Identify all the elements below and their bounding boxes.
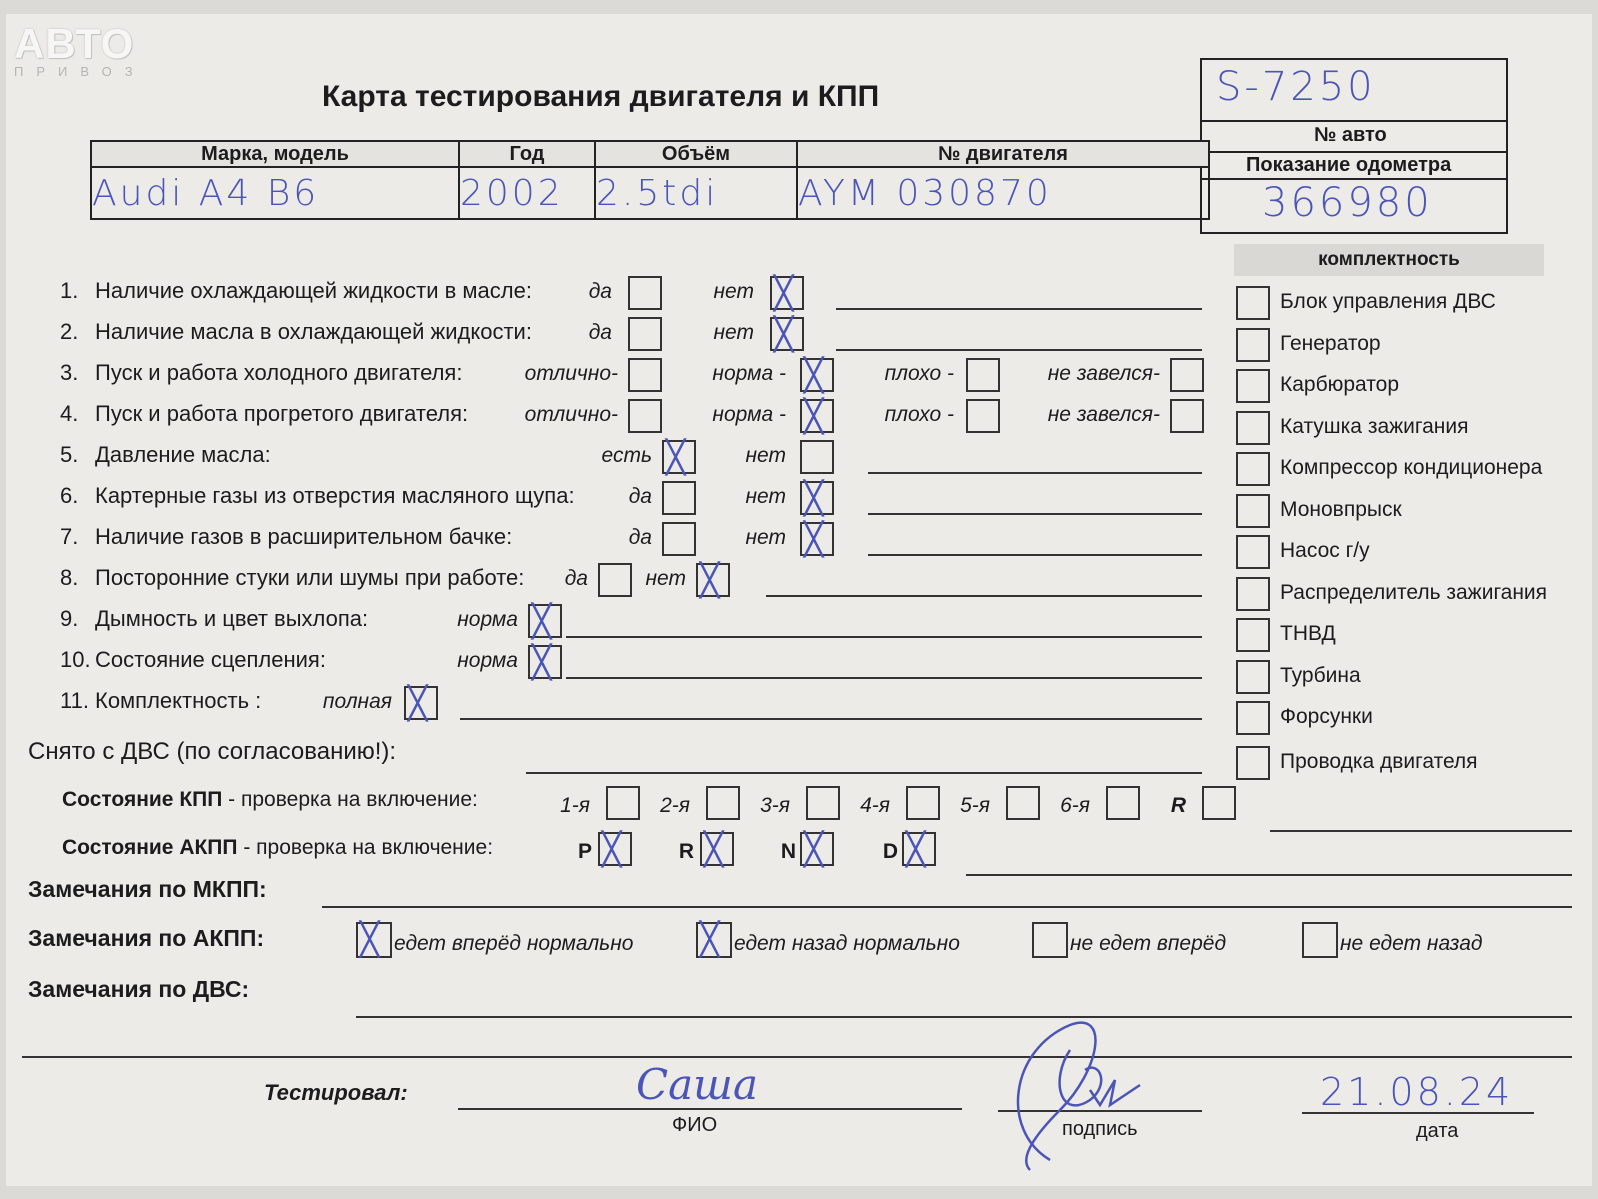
question-option-checkbox[interactable] [628,358,662,392]
question-option-label: плохо - [884,403,954,426]
date-value: 21.08.24 [1320,1070,1514,1114]
logo-brand: АВТО [14,20,135,67]
question-number: 8. [60,565,79,590]
kpp-gear-label: 6-я [1060,794,1090,817]
kpp-gear-checkbox[interactable] [1202,786,1236,820]
akpp-mode-label: N [780,840,796,863]
question-option-checkbox[interactable] [966,358,1000,392]
akpp-mode-label: R [678,840,694,863]
remarks-akpp-label: Замечания по АКПП: [28,925,265,951]
question-text: Пуск и работа холодного двигателя: [95,360,463,385]
komplekt-item-label: Катушка зажигания [1280,414,1469,438]
question-text: Посторонние стуки или шумы при работе: [95,565,525,590]
kpp-label: Состояние КПП - проверка на включение: [62,788,478,811]
col-volume: Объём [595,141,797,167]
tested-label: Тестировал: [264,1080,408,1105]
question-number: 6. [60,483,79,508]
kpp-gear-label: 3-я [760,794,790,817]
question-option-checkbox[interactable] [598,563,632,597]
akpp-line [966,874,1572,876]
komplekt-checkbox[interactable] [1236,746,1270,780]
question-number: 10. [60,647,91,672]
question-option-checkbox[interactable] [770,276,804,310]
question-number: 9. [60,606,79,631]
question-option-checkbox[interactable] [800,358,834,392]
question-text: Наличие газов в расширительном бачке: [95,524,513,549]
akpp-remark-label: не едет назад [1340,932,1483,955]
odometer-value: 366980 [1262,180,1433,226]
remarks-dvs-line [356,1016,1572,1018]
komplekt-checkbox[interactable] [1236,369,1270,403]
question-comment-line [868,554,1202,556]
question-option-label: нет [713,280,754,303]
komplekt-checkbox[interactable] [1236,701,1270,735]
komplekt-checkbox[interactable] [1236,577,1270,611]
question-number: 7. [60,524,79,549]
question-comment-line [766,595,1202,597]
question-option-checkbox-mark-icon: ╳ [774,315,794,353]
komplekt-item-label: Компрессор кондиционера [1280,456,1543,479]
question-option-checkbox[interactable] [800,440,834,474]
question-comment-line [566,677,1202,679]
komplekt-checkbox[interactable] [1236,660,1270,694]
question-text: Наличие масла в охлаждающей жидкости: [95,319,532,344]
question-option-label: не завелся- [1047,403,1160,426]
akpp-remark-label: едет назад нормально [734,932,960,955]
fio-value: Саша [636,1060,759,1109]
fio-label: ФИО [672,1114,718,1136]
kpp-gear-label: 1-я [560,794,590,817]
odometer-label: Показание одометра [1246,154,1452,176]
question-option-checkbox[interactable] [1170,399,1204,433]
removed-label: Снято с ДВС (по согласованию!): [28,738,397,765]
col-year: Год [459,141,595,167]
question-comment-line [460,718,1202,720]
question-option-label: есть [601,444,652,467]
kpp-gear-label: 4-я [860,794,890,817]
komplekt-item-label: Генератор [1280,331,1381,355]
question-option-label: норма [457,649,518,672]
question-option-checkbox[interactable] [800,481,834,515]
question-number: 4. [60,401,79,426]
question-option-checkbox[interactable] [966,399,1000,433]
komplekt-item-label: Проводка двигателя [1280,749,1478,773]
akpp-mode-checkbox[interactable] [700,832,734,866]
remarks-mkpp-line [322,906,1572,908]
question-option-checkbox[interactable] [696,563,730,597]
komplekt-checkbox[interactable] [1236,411,1270,445]
auto-number-value: S-7250 [1216,64,1376,110]
year-value: 2002 [460,172,564,214]
question-option-label: полная [322,690,392,713]
question-option-checkbox-mark-icon: ╳ [532,643,552,681]
question-option-label: норма - [712,403,786,426]
question-option-checkbox[interactable] [662,522,696,556]
akpp-remark-label: не едет вперёд [1070,932,1227,955]
akpp-mode-checkbox[interactable] [800,832,834,866]
komplekt-item-label: Распределитель зажигания [1280,580,1548,604]
question-option-checkbox[interactable] [770,317,804,351]
question-option-checkbox[interactable] [528,645,562,679]
komplekt-checkbox[interactable] [1236,618,1270,652]
question-option-checkbox-mark-icon: ╳ [804,356,824,394]
akpp-mode-label: P [577,840,592,863]
komplekt-checkbox[interactable] [1236,494,1270,528]
question-option-checkbox-mark-icon: ╳ [666,438,686,476]
question-option-checkbox-mark-icon: ╳ [804,520,824,558]
question-comment-line [868,513,1202,515]
question-number: 2. [60,319,79,344]
question-option-checkbox[interactable] [800,399,834,433]
question-option-label: отлично- [524,362,618,385]
komplekt-item-label: Насос г/у [1280,539,1370,562]
engine-number-value: AYM 030870 [798,172,1052,214]
avto-privoz-logo [14,20,152,84]
remarks-mkpp-label: Замечания по МКПП: [28,876,267,902]
kpp-gear-label: 2-я [660,794,690,817]
question-text: Комплектность : [95,688,262,713]
question-number: 5. [60,442,79,467]
question-option-checkbox[interactable] [662,481,696,515]
card-title: Карта тестирования двигателя и КПП [322,80,880,113]
question-option-label: да [628,526,652,549]
question-option-checkbox-mark-icon: ╳ [804,397,824,435]
akpp-remark-label: едет вперёд нормально [394,932,634,955]
kpp-gear-checkbox[interactable] [906,786,940,820]
question-option-checkbox-mark-icon: ╳ [774,274,794,312]
kpp-gear-checkbox[interactable] [606,786,640,820]
question-option-checkbox-mark-icon: ╳ [804,479,824,517]
question-number: 11. [60,688,89,713]
auto-number-label: № авто [1314,124,1387,146]
question-text: Пуск и работа прогретого двигателя: [95,401,469,426]
akpp-mode-checkbox-mark-icon: ╳ [804,830,824,868]
kpp-line [1270,830,1572,832]
question-option-checkbox[interactable] [1170,358,1204,392]
question-option-label: не завелся- [1047,362,1160,385]
question-option-label: норма - [712,362,786,385]
question-option-label: нет [645,567,686,590]
question-option-checkbox-mark-icon: ╳ [700,561,720,599]
akpp-label: Состояние АКПП - проверка на включение: [62,836,494,859]
date-label: дата [1416,1120,1459,1142]
question-option-label: нет [713,321,754,344]
question-option-checkbox-mark-icon: ╳ [408,684,428,722]
komplekt-checkbox[interactable] [1236,535,1270,569]
question-option-label: нет [745,485,786,508]
question-option-checkbox[interactable] [628,317,662,351]
akpp-mode-checkbox-mark-icon: ╳ [704,830,724,868]
question-text: Состояние сцепления: [95,647,326,672]
logo-sub: ПРИВОЗ [14,64,146,79]
komplekt-item-label: Турбина [1280,663,1361,687]
question-text: Дымность и цвет выхлопа: [95,606,369,631]
akpp-remark-checkbox-mark-icon: ╳ [360,920,380,958]
kpp-gear-checkbox[interactable] [706,786,740,820]
komplekt-item-label: ТНВД [1280,622,1336,645]
akpp-remark-checkbox[interactable] [1032,922,1068,958]
kpp-gear-checkbox[interactable] [1106,786,1140,820]
komplekt-item-label: Блок управления ДВС [1280,290,1496,313]
akpp-remark-checkbox[interactable] [696,922,732,958]
kpp-gear-label: R [1170,794,1186,817]
removed-line [526,772,1202,774]
komplekt-checkbox[interactable] [1236,328,1270,362]
question-comment-line [836,349,1202,351]
akpp-mode-label: D [882,840,898,863]
question-option-checkbox-mark-icon: ╳ [532,602,552,640]
question-option-checkbox[interactable] [628,399,662,433]
komplekt-checkbox[interactable] [1236,286,1270,320]
question-option-checkbox[interactable] [628,276,662,310]
question-number: 1. [60,278,79,303]
akpp-remark-checkbox[interactable] [356,922,392,958]
komplekt-item-label: Карбюратор [1280,373,1400,396]
question-option-checkbox[interactable] [800,522,834,556]
remarks-dvs-line-2 [22,1056,1572,1058]
question-text: Давление масла: [95,442,271,467]
make-model-value: Audi A4 B6 [92,172,320,214]
komplekt-item-label: Форсунки [1280,705,1373,728]
kpp-gear-checkbox[interactable] [806,786,840,820]
question-option-label: отлично- [524,403,618,426]
question-number: 3. [60,360,79,385]
question-option-checkbox[interactable] [528,604,562,638]
auto-id-box [1200,58,1508,234]
komplekt-item-label: Моновпрыск [1280,497,1402,521]
akpp-remark-checkbox[interactable] [1302,922,1338,958]
question-option-label: нет [745,526,786,549]
signature-icon [990,1010,1190,1180]
komplekt-checkbox[interactable] [1236,452,1270,486]
remarks-dvs-label: Замечания по ДВС: [28,976,250,1002]
col-engine-number: № двигателя [797,141,1209,167]
akpp-mode-checkbox[interactable] [598,832,632,866]
question-option-checkbox[interactable] [662,440,696,474]
question-option-label: норма [457,608,518,631]
question-option-label: да [564,567,588,590]
kpp-gear-label: 5-я [960,794,990,817]
question-text: Картерные газы из отверстия масляного щупа: [95,483,575,508]
question-option-label: плохо - [884,362,954,385]
question-comment-line [566,636,1202,638]
komplekt-title: комплектность [1234,244,1544,276]
question-comment-line [836,308,1202,310]
akpp-remark-checkbox-mark-icon: ╳ [700,920,720,958]
question-option-label: да [588,280,612,303]
question-text: Наличие охлаждающей жидкости в масле: [95,278,532,303]
question-option-label: да [588,321,612,344]
col-make-model: Марка, модель [91,141,459,167]
question-comment-line [868,472,1202,474]
question-option-checkbox[interactable] [404,686,438,720]
volume-value: 2.5tdi [596,172,719,214]
vehicle-header-table [90,140,1210,220]
kpp-gear-checkbox[interactable] [1006,786,1040,820]
akpp-mode-checkbox[interactable] [902,832,936,866]
akpp-mode-checkbox-mark-icon: ╳ [602,830,622,868]
question-option-label: да [628,485,652,508]
question-option-label: нет [745,444,786,467]
sign-label: подпись [1062,1118,1138,1140]
akpp-mode-checkbox-mark-icon: ╳ [906,830,926,868]
